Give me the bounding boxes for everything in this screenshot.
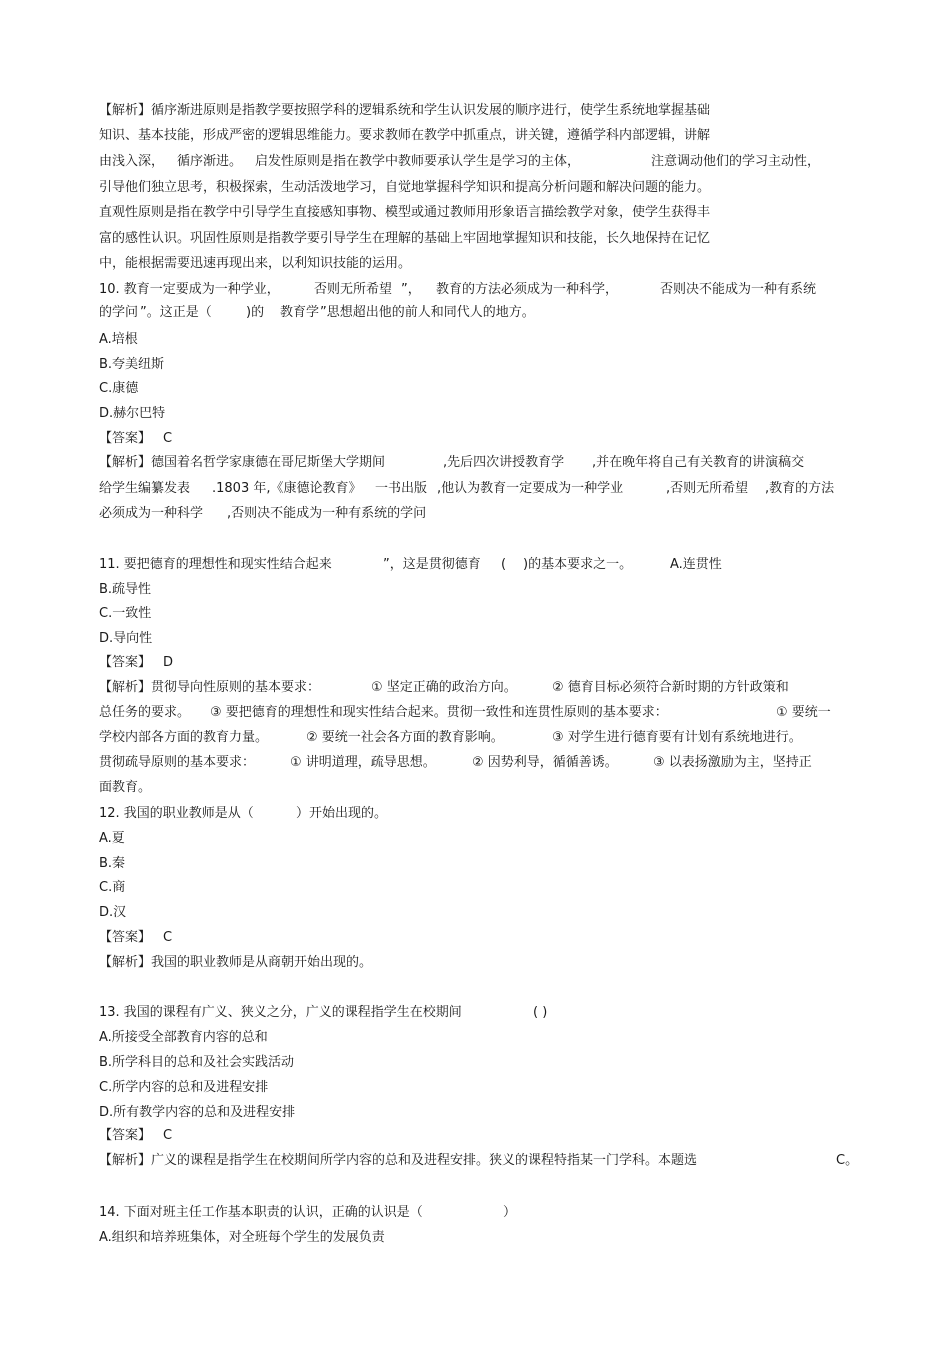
document-page: 【解析】循序渐进原则是指教学要按照学科的逻辑系统和学生认识发展的顺序进行，使学生系统地掌握基础 知识、基本技能，形成严密的逻辑思维能力。要求教师在教学中抓重点，讲关键，遵循学科内部逻辑，讲解 由浅入深， 循序渐进。 启发性原则是指在教学中教师要承认学生是学习的主体， 注意调动他们的学习主动性， 引导他们独立思考，积极探索，生动活泼地学习，自觉地掌握科学知识和提高分析问题和解决问题的能力。 直观性原则是指在教学中引导学生直接感知事物、模型或通过教师用形象语言描绘教学对象，使学生获得丰 富的感性认识。巩固性原则是指教学要引导学生在理解的基础上牢固地掌握知识和技能，长久地保持在记忆 中，能根据需要迅速再现出来，以利知识技能的运用。 10. 教育一定要成为一种学业， 否则无所希望 ”， 教育的方法必须成为一种科学， 否则决不能成为一种有系统 的学问 ”。这正是（ )的 教育学 ”思想超出他的前人和同代人的地方。 A.培根 B.夸美纽斯 C.康德 D.赫尔巴特 【答案】 C 【解析】德国着名哲学家康德在哥尼斯堡大学期间 ,先后四次讲授教育学 ,并在晚年将自己有关教育的讲演稿交 给学生编纂发表 .1803 年,《康德论教育》 一书出版 ,他认为教育一定要成为一种学业 ,否则无所希望 ,教育的方法 必须成为一种科学 ,否则决不能成为一种有系统的学问 11. 要把德育的理想性和现实性结合起来 ”，这是贯彻德育 ( )的基本要求之一。 A.连贯性 B.疏导性 C.一致性 D.导向性 【答案】 D 【解析】贯彻导向性原则的基本要求： ① 坚定正确的政治方向。 ② 德育目标必须符合新时期的方针政策和 总任务的要求。 ③ 要把德育的理想性和现实性结合起来。贯彻一致性和连贯性原则的基本要求： ① 要统一 学校内部各方面的教育力量。 ② 要统一社会各方面的教育影响。 ③ 对学生进行德育要有计划有系统地进行。 贯彻疏导原则的基本要求： ① 讲明道理，疏导思想。 ② 因势利导，循循善诱。 ③ 以表扬激励为主，坚持正 面教育。 12. 我国的职业教师是从（ ）开始出现的。 A.夏 B.秦 C.商 D.汉 【答案】 C 【解析】我国的职业教师是从商朝开始出现的。 13. 我国的课程有广义、狭义之分，广义的课程指学生在校期间 ( ) A.所接受全部教育内容的总和 B.所学科目的总和及社会实践活动 C.所学内容的总和及进程安排 D.所有教学内容的总和及进程安排 【答案】 C 【解析】广义的课程是指学生在校期间所学内容的总和及进程安排。狭义的课程特指某一门学科。本题选 C。 14. 下面对班主任工作基本职责的认识，正确的认识是（ ） A.组织和培养班集体，对全班每个学生的发展负责 <box>99 103 859 1245</box>
